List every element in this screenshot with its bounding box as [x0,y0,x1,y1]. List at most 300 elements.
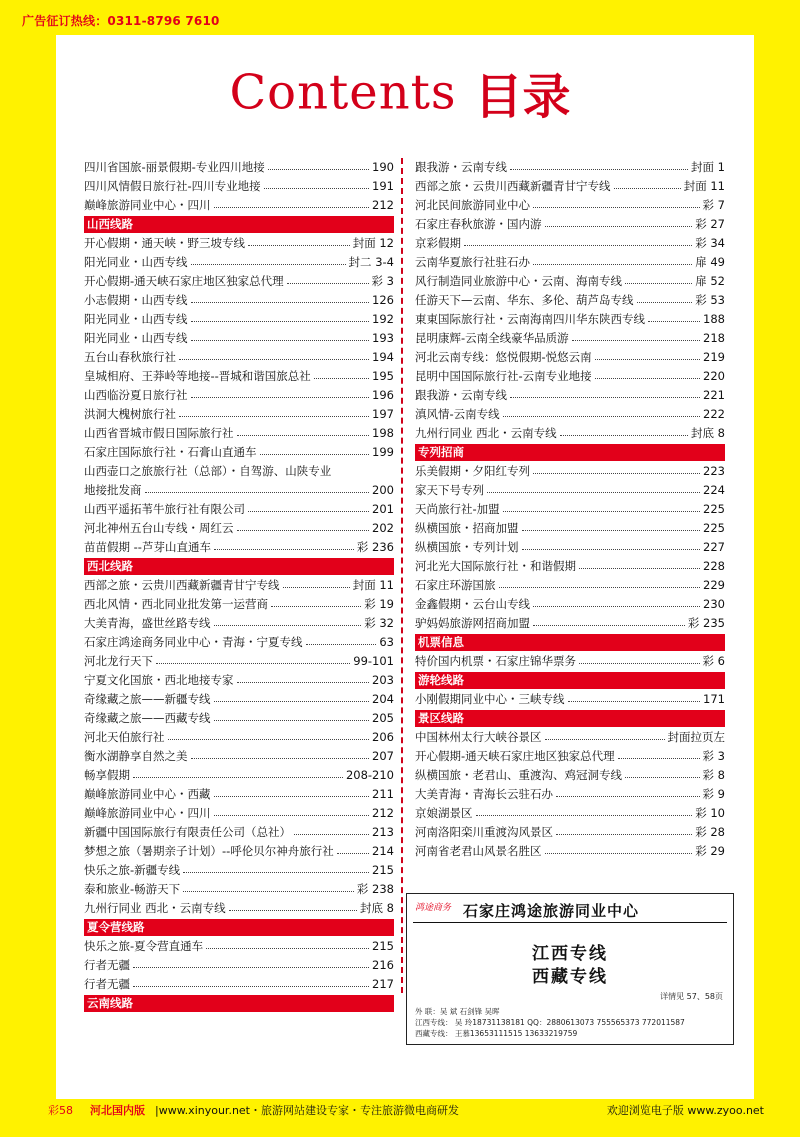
toc-entry-title: 石家庄国际旅行社・石膏山直通车 [84,445,257,459]
toc-leader-dots [191,758,370,759]
toc-entry-page: 229 [703,578,725,592]
toc-entry[interactable] [84,348,394,367]
advert-divider [413,922,727,923]
advert-contact-line: 江西专线： 吴 玲18731138181 QQ：2880613073 755565373 772011587 [415,1018,685,1027]
toc-entry-page: 190 [372,160,394,174]
toc-leader-dots [179,416,369,417]
toc-entry-title: 山西省晋城市假日国际旅行社 [84,426,234,440]
toc-entry-title: 巅峰旅游同业中心・四川 [84,806,211,820]
toc-entry-page: 219 [703,350,725,364]
toc-entry[interactable] [84,804,394,823]
toc-entry[interactable] [415,538,725,557]
toc-leader-dots [283,587,350,588]
advert-contact [415,1006,685,1039]
toc-leader-dots [533,625,685,626]
toc-entry[interactable] [415,785,725,804]
toc-leader-dots [625,283,692,284]
toc-entry[interactable] [84,576,394,595]
toc-entry[interactable] [84,880,394,899]
toc-entry-title: 驴妈妈旅游网招商加盟 [415,616,530,630]
toc-entry-title: 石家庄鸿途商务同业中心・青海・宁夏专线 [84,635,303,649]
toc-entry-title: 阳光同业・山西专线 [84,255,188,269]
toc-entry-title: 行者无疆 [84,977,130,991]
toc-leader-dots [522,549,701,550]
toc-entry-title: 纵横国旅・专列计划 [415,540,519,554]
toc-entry[interactable] [84,272,394,291]
advert-logo: 鸿途商务 [415,903,452,913]
toc-leader-dots [556,834,692,835]
toc-entry-page: 223 [703,464,725,478]
toc-entry-page: 225 [703,521,725,535]
toc-entry-page: 彩 6 [702,654,725,668]
toc-entry[interactable] [84,842,394,861]
toc-leader-dots [579,568,700,569]
toc-entry[interactable] [84,177,394,196]
toc-section-heading: 山西线路 [84,216,394,233]
toc-entry-page: 199 [372,445,394,459]
toc-entry-page: 171 [703,692,725,706]
toc-entry-title: 石家庄环游国旅 [415,578,496,592]
toc-right-column [415,158,725,861]
toc-entry-title: 纵横国旅・招商加盟 [415,521,519,535]
toc-entry[interactable] [84,386,394,405]
toc-entry[interactable] [415,367,725,386]
toc-leader-dots [229,910,357,911]
toc-entry-title: 昆明康辉-云南全线豪华品质游 [415,331,569,345]
toc-entry-page: 封面拉页左 [667,730,725,744]
toc-entry-title: 東東国际旅行社・云南海南四川华东陕西专线 [415,312,645,326]
toc-entry[interactable] [84,158,394,177]
toc-leader-dots [260,454,370,455]
toc-leader-dots [237,435,370,436]
toc-entry-title: 京娘湖景区 [415,806,473,820]
toc-entry-page: 彩 236 [356,540,394,554]
toc-entry-page: 彩 10 [695,806,725,820]
toc-leader-dots [614,188,681,189]
footer-edition: 河北国内版 [90,1104,145,1117]
toc-entry-title: 阳光同业・山西专线 [84,331,188,345]
toc-entry[interactable] [415,500,725,519]
toc-entry[interactable] [84,595,394,614]
toc-leader-dots [637,302,693,303]
toc-entry-title: 西部之旅・云贵川西藏新疆青甘宁专线 [84,578,280,592]
toc-entry-title: 云南华夏旅行社驻石办 [415,255,530,269]
title-english: Contents [229,64,457,121]
toc-leader-dots [248,511,369,512]
toc-entry-title: 山西临汾夏日旅行社 [84,388,188,402]
toc-entry[interactable] [84,443,394,462]
toc-entry-page: 封底 8 [360,901,394,915]
toc-leader-dots [595,378,700,379]
toc-entry-title: 特价国内机票・石家庄锦华票务 [415,654,576,668]
toc-leader-dots [306,644,377,645]
toc-entry[interactable] [415,557,725,576]
toc-entry-page: 彩 8 [702,768,725,782]
toc-entry[interactable] [415,291,725,310]
toc-entry[interactable] [84,899,394,918]
toc-entry-title: 小刚假期同业中心・三峡专线 [415,692,565,706]
toc-entry-title: 西部之旅・云贵川西藏新疆青甘宁专线 [415,179,611,193]
toc-entry-page: 196 [372,388,394,402]
toc-entry-title: 任游天下—云南、华东、多伦、葫芦岛专线 [415,293,634,307]
toc-section-heading: 专列招商 [415,444,725,461]
toc-entry-title: 五台山春秋旅行社 [84,350,176,364]
toc-entry[interactable] [415,196,725,215]
toc-entry-page: 220 [703,369,725,383]
toc-entry-page: 194 [372,350,394,364]
toc-entry[interactable] [84,538,394,557]
toc-leader-dots [214,815,370,816]
toc-entry-page: 214 [372,844,394,858]
toc-leader-dots [133,967,369,968]
toc-entry-page: 彩 27 [695,217,725,231]
toc-leader-dots [545,226,693,227]
advert-box[interactable] [406,893,734,1045]
toc-entry[interactable] [415,747,725,766]
toc-entry-page: 彩 28 [695,825,725,839]
toc-entry-page: 203 [372,673,394,687]
toc-entry-title: 皇城相府、王莽岭等地接--晋城和谐国旅总社 [84,369,311,383]
toc-entry[interactable] [84,462,394,481]
toc-leader-dots [214,207,370,208]
toc-leader-dots [191,302,370,303]
toc-entry-title: 宁夏文化国旅・西北地接专家 [84,673,234,687]
toc-entry[interactable] [84,671,394,690]
toc-entry[interactable] [415,424,725,443]
toc-entry[interactable] [415,272,725,291]
toc-entry-title: 新疆中国国际旅行有限责任公司（总社） [84,825,291,839]
toc-entry[interactable] [84,747,394,766]
toc-entry[interactable] [415,595,725,614]
toc-entry[interactable] [415,234,725,253]
toc-entry[interactable] [415,310,725,329]
toc-leader-dots [579,663,700,664]
toc-entry-page: 230 [703,597,725,611]
toc-entry-page: 193 [372,331,394,345]
toc-entry-page: 216 [372,958,394,972]
toc-entry-title: 开心假期-通天峡石家庄地区独家总代理 [84,274,284,288]
toc-entry[interactable] [415,405,725,424]
toc-leader-dots [248,245,350,246]
toc-entry-title: 乐美假期・夕阳红专列 [415,464,530,478]
toc-entry-page: 225 [703,502,725,516]
toc-entry-page: 204 [372,692,394,706]
toc-entry-title: 九州行同业 西北・云南专线 [415,426,557,440]
toc-entry-title: 河北云南专线：悠悦假期-悦悠云南 [415,350,592,364]
page-footer [0,1102,800,1120]
toc-entry-page: 212 [372,806,394,820]
toc-entry-page: 227 [703,540,725,554]
toc-entry-page: 198 [372,426,394,440]
toc-leader-dots [237,682,370,683]
toc-entry[interactable] [84,291,394,310]
advert-contact-line: 西藏专线： 王慕13653111515 13633219759 [415,1029,578,1038]
footer-ebook-link[interactable]: 欢迎浏览电子版 www.zyoo.net [606,1104,764,1117]
toc-entry[interactable] [84,766,394,785]
toc-entry-title: 小志假期・山西专线 [84,293,188,307]
toc-leader-dots [183,872,369,873]
toc-entry-title: 跟我游・云南专线 [415,388,507,402]
toc-leader-dots [214,796,370,797]
toc-entry-page: 212 [372,198,394,212]
toc-entry-title: 四川风情假日旅行社-四川专业地接 [84,179,261,193]
toc-entry-title: 快乐之旅-新疆专线 [84,863,181,877]
toc-entry[interactable] [84,975,394,994]
toc-entry-title: 泰和旅业-畅游天下 [84,882,181,896]
toc-leader-dots [560,435,688,436]
toc-entry[interactable] [415,766,725,785]
toc-leader-dots [268,169,369,170]
toc-section-heading: 西北线路 [84,558,394,575]
toc-entry[interactable] [84,500,394,519]
advert-line-2: 西藏专线 [532,967,608,987]
column-divider [401,158,403,993]
toc-entry-title: 四川省国旅-丽景假期-专业四川地接 [84,160,265,174]
toc-leader-dots [487,492,700,493]
toc-leader-dots [510,169,688,170]
advert-line-1: 江西专线 [532,944,608,964]
toc-entry[interactable] [415,348,725,367]
toc-entry[interactable] [84,690,394,709]
toc-leader-dots [179,359,369,360]
toc-entry-page: 191 [372,179,394,193]
toc-entry-page: 彩 53 [695,293,725,307]
toc-entry-page: 221 [703,388,725,402]
toc-entry[interactable] [415,842,725,861]
toc-entry[interactable] [84,253,394,272]
toc-leader-dots [499,587,701,588]
toc-entry[interactable] [415,804,725,823]
toc-entry-page: 222 [703,407,725,421]
toc-entry[interactable] [84,310,394,329]
toc-entry-page: 224 [703,483,725,497]
toc-leader-dots [533,606,700,607]
toc-leader-dots [156,663,350,664]
toc-entry[interactable] [84,614,394,633]
toc-entry-title: 快乐之旅-夏令营直通车 [84,939,204,953]
toc-leader-dots [476,815,693,816]
toc-entry[interactable] [84,481,394,500]
footer-tagline-link[interactable]: |www.xinyour.net・旅游网站建设专家・专注旅游微电商研发 [155,1104,459,1117]
toc-entry-page: 192 [372,312,394,326]
toc-leader-dots [533,207,700,208]
toc-entry-title: 开心假期・通天峡・野三坡专线 [84,236,245,250]
toc-entry[interactable] [84,367,394,386]
toc-leader-dots [264,188,369,189]
toc-entry-page: 扉 52 [695,274,725,288]
toc-entry-title: 开心假期-通天峡石家庄地区独家总代理 [415,749,615,763]
toc-entry-title: 大美青海・青海长云驻石办 [415,787,553,801]
toc-entry[interactable] [415,652,725,671]
toc-entry-page: 188 [703,312,725,326]
toc-entry-page: 195 [372,369,394,383]
toc-entry-page: 126 [372,293,394,307]
toc-entry[interactable] [415,386,725,405]
advert-company-name: 石家庄鸿途旅游同业中心 [463,902,640,920]
toc-entry-title: 石家庄春秋旅游・国内游 [415,217,542,231]
toc-entry[interactable] [415,614,725,633]
toc-entry-title: 风行制造同业旅游中心・云南、海南专线 [415,274,622,288]
toc-leader-dots [503,511,700,512]
toc-entry-page: 228 [703,559,725,573]
toc-leader-dots [625,777,700,778]
toc-entry[interactable] [415,215,725,234]
toc-entry-page: 218 [703,331,725,345]
toc-entry-title: 行者无疆 [84,958,130,972]
toc-leader-dots [214,701,370,702]
toc-entry[interactable] [415,576,725,595]
toc-entry[interactable] [84,652,394,671]
advert-contact-line: 外 联：吴 斌 石剑锋 吴晖 [415,1007,500,1016]
toc-leader-dots [533,264,692,265]
toc-entry[interactable] [84,234,394,253]
toc-entry-title: 跟我游・云南专线 [415,160,507,174]
toc-entry-page: 封面 11 [352,578,394,592]
toc-entry[interactable] [84,937,394,956]
toc-entry[interactable] [84,329,394,348]
toc-entry[interactable] [84,709,394,728]
toc-leader-dots [191,264,346,265]
toc-entry[interactable] [415,253,725,272]
toc-leader-dots [314,378,369,379]
toc-entry-title: 昆明中国国际旅行社-云南专业地接 [415,369,592,383]
toc-entry-page: 彩 3 [702,749,725,763]
toc-section-heading: 游轮线路 [415,672,725,689]
toc-entry-page: 99-101 [353,654,394,668]
toc-entry-page: 彩 238 [356,882,394,896]
toc-entry-page: 彩 9 [702,787,725,801]
toc-entry[interactable] [415,519,725,538]
toc-section-heading: 云南线路 [84,995,394,1012]
toc-entry[interactable] [84,823,394,842]
toc-entry-page: 扉 49 [695,255,725,269]
footer-page-number: 彩58 [48,1104,73,1117]
toc-section-heading: 景区线路 [415,710,725,727]
toc-entry-page: 217 [372,977,394,991]
toc-leader-dots [191,321,370,322]
toc-leader-dots [648,321,700,322]
toc-entry-page: 201 [372,502,394,516]
toc-leader-dots [464,245,692,246]
toc-entry[interactable] [415,177,725,196]
toc-entry-title: 衡水湖静享自然之美 [84,749,188,763]
toc-entry-page: 215 [372,863,394,877]
toc-entry-page: 197 [372,407,394,421]
toc-entry-page: 215 [372,939,394,953]
toc-entry[interactable] [84,728,394,747]
toc-entry-title: 梦想之旅（暑期亲子计划）--呼伦贝尔神舟旅行社 [84,844,334,858]
toc-entry-title: 阳光同业・山西专线 [84,312,188,326]
toc-entry-title: 河北天伯旅行社 [84,730,165,744]
toc-entry-page: 206 [372,730,394,744]
toc-leader-dots [206,948,369,949]
toc-entry[interactable] [415,728,725,747]
toc-entry-page: 彩 235 [687,616,725,630]
toc-entry-title: 家天下号专列 [415,483,484,497]
toc-entry[interactable] [84,785,394,804]
toc-entry[interactable] [84,424,394,443]
toc-leader-dots [133,986,369,987]
toc-entry-title: 大美青海，盛世丝路专线 [84,616,211,630]
toc-entry-page: 封面 12 [352,236,394,250]
toc-leader-dots [337,853,369,854]
toc-leader-dots [237,530,370,531]
toc-entry[interactable] [84,956,394,975]
toc-entry-title: 京彩假期 [415,236,461,250]
toc-entry[interactable] [415,158,725,177]
toc-entry-page: 封面 1 [691,160,725,174]
toc-entry[interactable] [84,519,394,538]
toc-leader-dots [214,549,354,550]
toc-entry-title: 奇缘藏之旅——西藏专线 [84,711,211,725]
title-chinese: 目录 [474,69,571,125]
toc-entry-page: 200 [372,483,394,497]
toc-entry-page: 彩 32 [364,616,394,630]
toc-section-heading: 机票信息 [415,634,725,651]
toc-entry[interactable] [415,329,725,348]
toc-entry-page: 211 [372,787,394,801]
toc-entry-title: 滇风情-云南专线 [415,407,500,421]
toc-entry[interactable] [415,823,725,842]
toc-entry-title: 河北民间旅游同业中心 [415,198,530,212]
toc-entry[interactable] [84,633,394,652]
toc-leader-dots [595,359,700,360]
toc-entry-title: 洪洞大槐树旅行社 [84,407,176,421]
advert-detail: 详情见 57、58页 [660,992,723,1001]
toc-entry-page: 208-210 [345,768,394,782]
toc-leader-dots [545,739,665,740]
ad-hotline: 广告征订热线：0311-8796 7610 [22,14,220,28]
toc-entry-title: 河北龙行天下 [84,654,153,668]
toc-entry-page: 封底 8 [691,426,725,440]
toc-leader-dots [533,473,700,474]
toc-entry-page: 彩 19 [364,597,394,611]
toc-leader-dots [168,739,370,740]
toc-entry-title: 巅峰旅游同业中心・四川 [84,198,211,212]
toc-entry-title: 山西平遥拓苇牛旅行社有限公司 [84,502,245,516]
toc-leader-dots [271,606,361,607]
toc-entry-page: 封面 11 [683,179,725,193]
toc-leader-dots [545,853,693,854]
toc-entry[interactable] [415,481,725,500]
toc-entry-page: 彩 3 [371,274,394,288]
toc-leader-dots [572,340,700,341]
toc-entry-title: 巅峰旅游同业中心・西藏 [84,787,211,801]
toc-leader-dots [133,777,343,778]
toc-entry-page: 213 [372,825,394,839]
toc-entry-page: 202 [372,521,394,535]
toc-entry-title: 金鑫假期・云台山专线 [415,597,530,611]
toc-entry[interactable] [415,462,725,481]
toc-leader-dots [191,397,370,398]
toc-leader-dots [294,834,369,835]
toc-leader-dots [214,720,370,721]
toc-entry-page: 封二 3-4 [348,255,394,269]
toc-leader-dots [214,625,362,626]
toc-left-column [84,158,394,1013]
toc-entry[interactable] [84,196,394,215]
toc-section-heading: 夏令营线路 [84,919,394,936]
toc-leader-dots [618,758,700,759]
toc-entry[interactable] [84,861,394,880]
toc-leader-dots [568,701,701,702]
toc-entry-title: 河北光大国际旅行社・和谐假期 [415,559,576,573]
toc-entry-title: 苗苗假期 --芦芽山直通车 [84,540,211,554]
toc-entry-title: 河南洛阳栾川重渡沟风景区 [415,825,553,839]
toc-entry[interactable] [415,690,725,709]
toc-entry-title: 河北神州五台山专线・周红云 [84,521,234,535]
toc-entry[interactable] [84,405,394,424]
